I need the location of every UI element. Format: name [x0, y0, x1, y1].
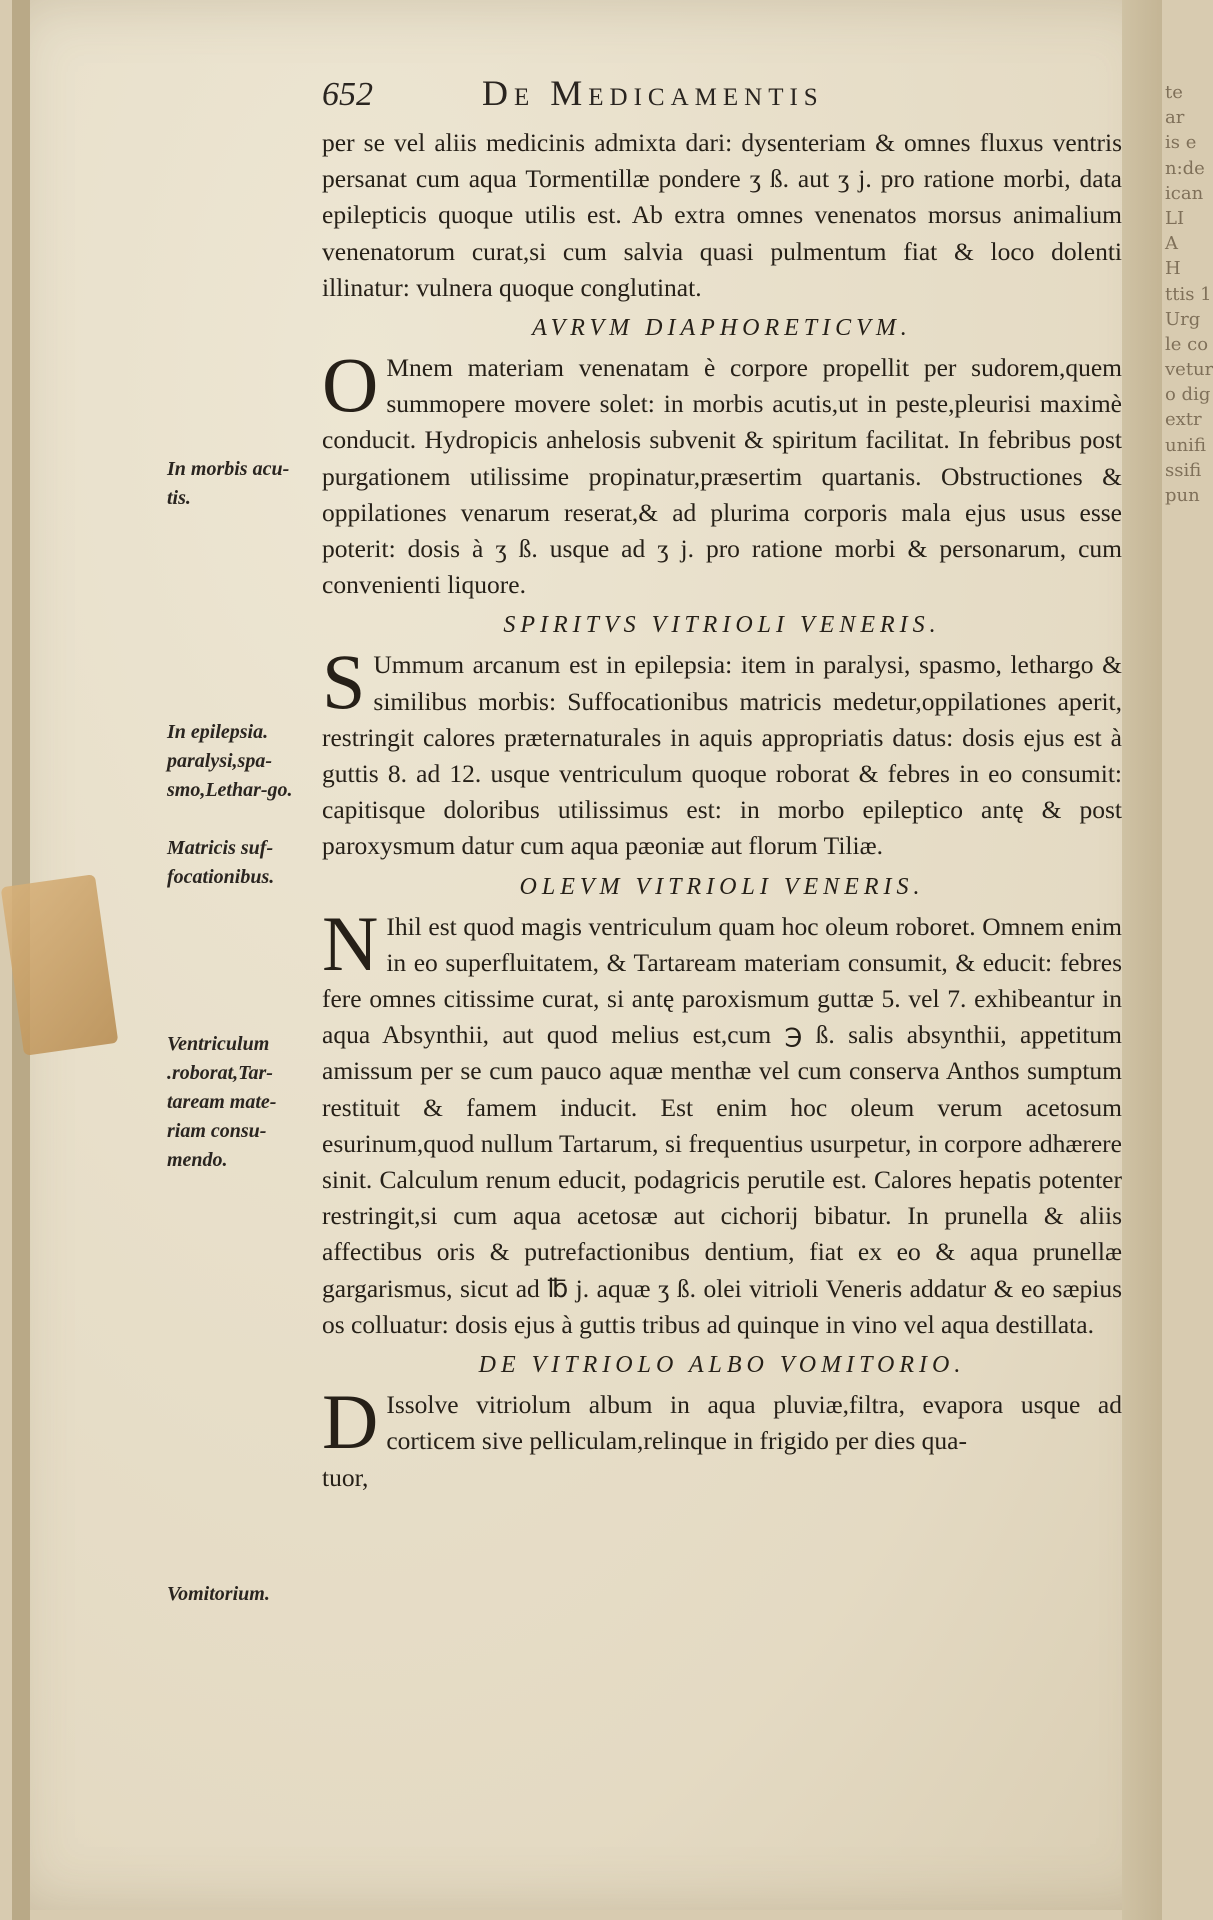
edge-fragment: ttis 1: [1165, 283, 1212, 305]
page-fore-edge: [1122, 0, 1162, 1920]
running-head: De Medicamentis: [482, 73, 824, 113]
edge-fragment: A: [1165, 233, 1178, 255]
edge-fragment: vetur: [1165, 359, 1213, 381]
edge-fragment: le co: [1165, 333, 1209, 355]
margin-note-ventriculum: Ventriculum .roborat,Tar-tarеam mate-riam consu-mendo.: [167, 1033, 277, 1171]
edge-fragment: te: [1165, 82, 1183, 103]
main-text: [322, 125, 1122, 1496]
dropcap-n: N: [322, 899, 379, 987]
section-heading-vitriolo: DE VITRIOLO ALBO VOMITORIO.: [478, 1352, 966, 1379]
dropcap-o: O: [322, 341, 379, 429]
intro-paragraph: per se vel aliis medicinis admixta dari: dysenteriam & omnes fluxus ventris persanat cum aqua Tormentillæ pondere ʒ ß. aut ʒ j. pro ratione morbi, data epilepticis quoque utilis est. Ab extra omnes venenatos morsus animalium venenatorum curat,si cum salvia quasi pulmentum fiat & loco dolenti illinatur: vulnera quoque conglutinat.: [322, 128, 1122, 302]
margin-note-morbis-acutis: In morbis acu-tis.: [167, 458, 290, 509]
aurum-paragraph: [322, 341, 1122, 603]
oleum-paragraph: [322, 899, 1122, 1343]
next-page-edge: [1165, 80, 1213, 1640]
section-heading-spiritus: SPIRITVS VITRIOLI VENERIS.: [503, 612, 941, 639]
page-header: [322, 72, 1122, 124]
aurum-text: Mnem materiam venenatam è corpore propellit per sudorem,quem summopere movere solet: in morbis acutis,ut in peste,pleurisi maximè conducit. Hydropicis anhelosis subvenit & spiritum facilitat. In febribus post purgationem utilissime propinatur,præsertim quartanis. Obstructiones & oppilationes venarum reserat,& ad plurima corporis mala ejus usus esse poterit: dosis à ʒ ß. usque ad ʒ j. pro ratione morbi & personarum, cum convenienti liquore.: [322, 353, 1122, 600]
spiritus-paragraph: [322, 638, 1122, 864]
edge-fragment: extr: [1165, 409, 1202, 431]
margin-note-vomitorium: Vomitorium.: [167, 1583, 270, 1605]
margin-note-epilepsia: In epilepsia. paralysi,spa-smo,Lethar-go.: [167, 721, 293, 801]
vitriolo-paragraph: [322, 1378, 1122, 1466]
edge-fragment: is e: [1165, 132, 1197, 154]
edge-fragment: unifi: [1165, 434, 1206, 456]
section-heading-oleum: OLEVM VITRIOLI VENERIS.: [519, 873, 925, 900]
page-number: 652: [322, 76, 373, 113]
spiritus-text: Ummum arcanum est in epilepsia: item in paralysi, spasmo, lethargo & similibus morbis: Suffocationibus matricis medetur,oppilationes aperit, restringit calores præternaturales in aquis appropriatis datus: dosis ejus est à guttis 8. ad 12. usque ventriculum quoque roborat & febres in eo consumit: capitisque doloribus utilissimus est: in morbo epileptico antę & post paroxysmum datur cum aqua pæoniæ aut florum Tiliæ.: [322, 650, 1122, 861]
vitriolo-text: Issolve vitriolum album in aqua pluviæ,filtra, evapora usque ad corticem sive pelliculam,relinque in frigido per dies qua-: [386, 1390, 1122, 1456]
edge-fragment: pun: [1165, 485, 1200, 506]
edge-fragment: o dig: [1165, 384, 1211, 406]
dropcap-s: S: [322, 638, 366, 726]
dropcap-d: D: [322, 1378, 379, 1466]
margin-note-matricis: Matricis suf-focationibus.: [167, 837, 275, 888]
edge-fragment: Urg: [1165, 308, 1201, 330]
edge-fragment: LI: [1165, 207, 1185, 229]
edge-fragment: ssifi: [1165, 459, 1202, 481]
oleum-text: Ihil est quod magis ventriculum quam hoc oleum roboret. Omnem enim in eo superfluitatem, & Tartaream materiam consumit, & educit: febres fere omnes citissime curat, si antę paroxismum guttæ 5. vel 7. exhibeantur in aqua Absynthii, aut quod melius est,cum ℈ ß. salis absynthii, appetitum amissum per se cum pauco aquæ menthæ vel cum conserva Anthos sumptum restituit & famem inducit. Est enim hoc oleum verum acetosum esurinum,quod nullum Tartarum, si frequentius usurpetur, in corpore adhærere sinit. Calculum renum educit, podagricis perutile est. Calores hepatis potenter restringit,si cum aqua acetosæ aut cichorij bibatur. In prunella & aliis affectibus oris & putrefactionibus dentium, fiat ex eo & aqua prunellæ gargarismus, sicut ad ℔ j. aquæ ʒ ß. olei vitrioli Veneris addatur & eo sæpius os colluatur: dosis ejus à guttis tribus ad quinque in vino vel aqua destillata.: [322, 911, 1122, 1339]
edge-fragment: H: [1165, 258, 1181, 280]
edge-fragment: ican: [1165, 182, 1204, 204]
edge-fragment: ar: [1165, 107, 1185, 129]
edge-fragment: n:de: [1165, 157, 1205, 179]
section-heading-aurum: AVRVM DIAPHORETICVM.: [532, 315, 912, 342]
catchword: tuor,: [322, 1462, 369, 1492]
book-page: [12, 0, 1162, 1910]
